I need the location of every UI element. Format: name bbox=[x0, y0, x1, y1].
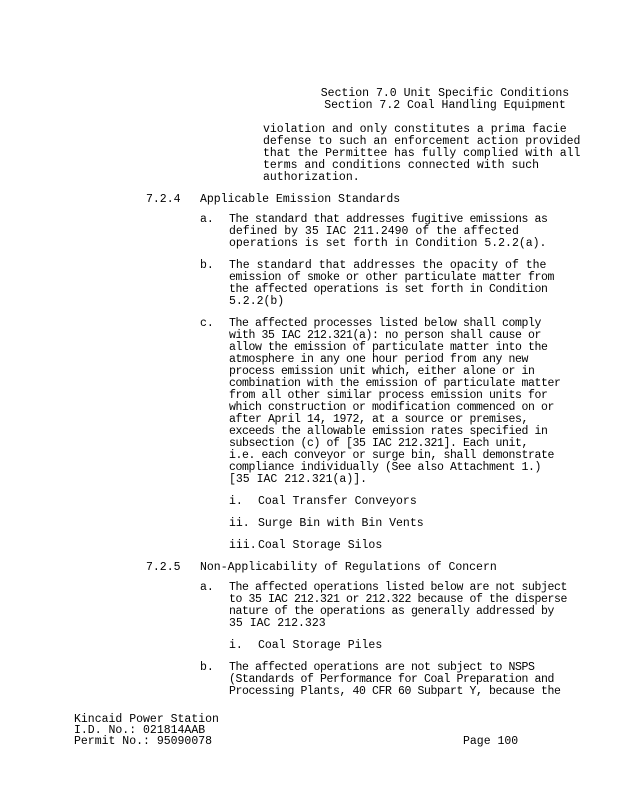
paragraph-line: Processing Plants, 40 CFR 60 Subpart Y, because the bbox=[229, 685, 561, 698]
section-number: 7.2.4 bbox=[146, 193, 181, 206]
continuation-line: terms and conditions connected with such bbox=[263, 159, 540, 172]
paragraph-line: [35 IAC 212.321(a)]. bbox=[229, 473, 368, 486]
continuation-line: authorization. bbox=[263, 171, 360, 184]
item-label: a. bbox=[200, 581, 214, 594]
sub-item-label: ii. bbox=[229, 517, 250, 530]
paragraph-line: after April 14, 1972, at a source or premises, bbox=[229, 413, 529, 426]
section-title: Non-Applicability of Regulations of Concern bbox=[200, 561, 497, 574]
paragraph-line: which construction or modification commenced on or bbox=[229, 401, 555, 414]
paragraph-line: The affected processes listed below shall comply bbox=[229, 317, 542, 330]
item-label: b. bbox=[200, 259, 214, 272]
sub-item-text: Surge Bin with Bin Vents bbox=[258, 517, 424, 530]
item-label: b. bbox=[200, 661, 214, 674]
sub-item-text: Coal Storage Piles bbox=[258, 639, 383, 652]
paragraph-line: the affected operations is set forth in Condition bbox=[229, 283, 548, 296]
footer-page-number: Page 100 bbox=[463, 735, 519, 748]
header-section-line: Section 7.0 Unit Specific Conditions bbox=[320, 87, 570, 100]
paragraph-line: with 35 IAC 212.321(a): no person shall cause or bbox=[229, 329, 542, 342]
sub-item-label: iii. bbox=[229, 539, 257, 552]
item-label: a. bbox=[200, 213, 214, 226]
paragraph-line: compliance individually (See also Attachment 1.) bbox=[229, 461, 542, 474]
footer-facility-name: Kincaid Power Station bbox=[74, 713, 219, 726]
paragraph-line: i.e. each conveyor or surge bin, shall demonstrate bbox=[229, 449, 555, 462]
paragraph-line: from all other similar process emission units for bbox=[229, 389, 548, 402]
paragraph-line: 5.2.2(b) bbox=[229, 295, 285, 308]
paragraph-line: The standard that addresses fugitive emissions as bbox=[229, 213, 548, 226]
paragraph-line: nature of the operations as generally addressed by bbox=[229, 605, 555, 618]
paragraph-line: 35 IAC 212.323 bbox=[229, 617, 326, 630]
footer-id-number: I.D. No.: 021814AAB bbox=[74, 724, 206, 737]
paragraph-line: emission of smoke or other particulate matter from bbox=[229, 271, 555, 284]
footer-permit-number: Permit No.: 95090078 bbox=[74, 735, 213, 748]
section-title: Applicable Emission Standards bbox=[200, 193, 401, 206]
paragraph-line: combination with the emission of particulate matter bbox=[229, 377, 561, 390]
paragraph-line: The affected operations are not subject to NSPS bbox=[229, 661, 535, 674]
sub-item-text: Coal Storage Silos bbox=[258, 539, 383, 552]
paragraph-line: subsection (c) of [35 IAC 212.321]. Each unit, bbox=[229, 437, 529, 450]
paragraph-line: process emission unit which, either alone or in bbox=[229, 365, 535, 378]
sub-item-text: Coal Transfer Conveyors bbox=[258, 495, 417, 508]
paragraph-line: atmosphere in any one hour period from any new bbox=[229, 353, 529, 366]
paragraph-line: The affected operations listed below are not subject bbox=[229, 581, 568, 594]
paragraph-line: to 35 IAC 212.321 or 212.322 because of the disperse bbox=[229, 593, 568, 606]
continuation-line: that the Permittee has fully complied with all bbox=[263, 147, 581, 160]
sub-item-label: i. bbox=[229, 639, 243, 652]
paragraph-line: operations is set forth in Condition 5.2.2(a). bbox=[229, 237, 547, 250]
paragraph-line: The standard that addresses the opacity of the bbox=[229, 259, 547, 272]
continuation-line: defense to such an enforcement action provided bbox=[263, 135, 581, 148]
paragraph-line: allow the emission of particulate matter into the bbox=[229, 341, 548, 354]
section-number: 7.2.5 bbox=[146, 561, 181, 574]
item-label: c. bbox=[200, 317, 214, 330]
sub-item-label: i. bbox=[229, 495, 243, 508]
paragraph-line: (Standards of Performance for Coal Preparation and bbox=[229, 673, 555, 686]
paragraph-line: exceeds the allowable emission rates specified in bbox=[229, 425, 548, 438]
continuation-line: violation and only constitutes a prima facie bbox=[263, 123, 567, 136]
paragraph-line: defined by 35 IAC 211.2490 of the affected bbox=[229, 225, 519, 238]
header-subsection-line: Section 7.2 Coal Handling Equipment bbox=[324, 99, 566, 112]
